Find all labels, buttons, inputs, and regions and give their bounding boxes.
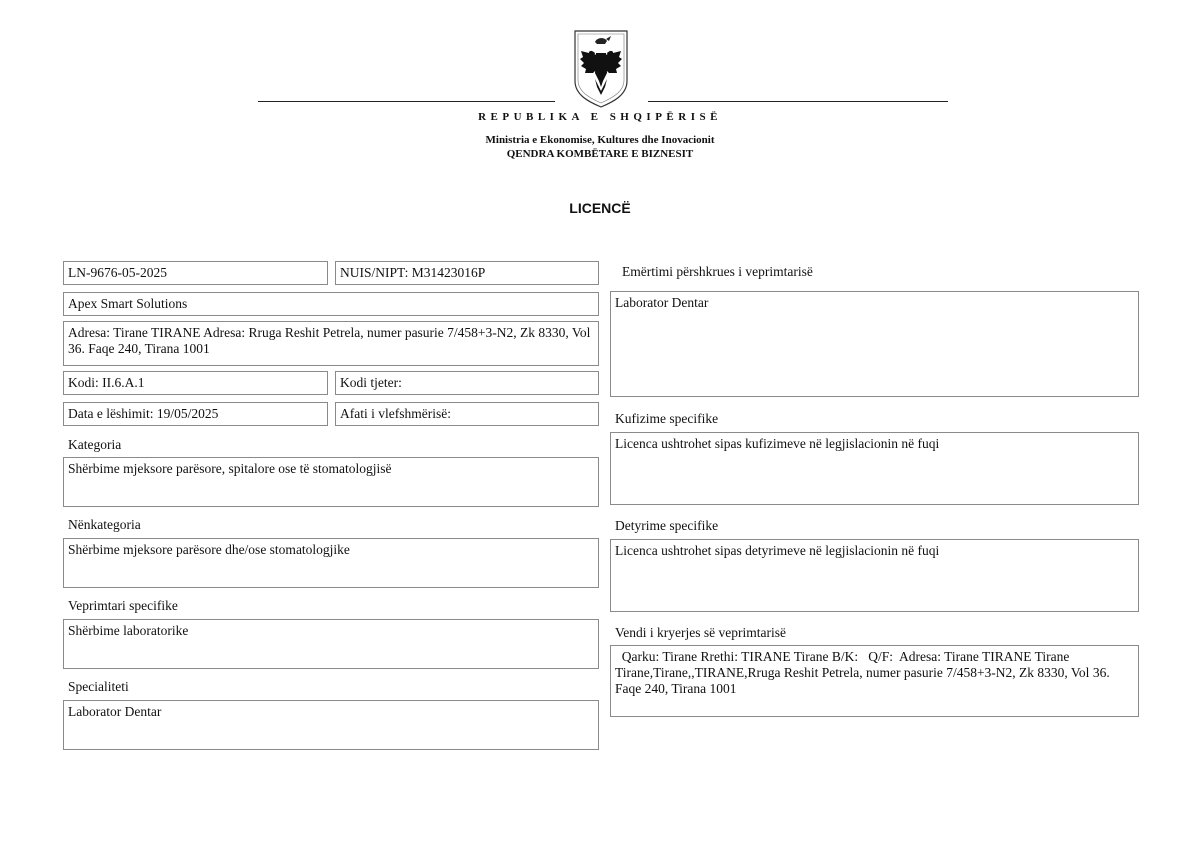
other-code-field: Kodi tjeter: bbox=[335, 371, 599, 395]
ministry-name: Ministria e Ekonomise, Kultures dhe Inovacionit bbox=[485, 134, 715, 146]
subcategory-label: Nënkategoria bbox=[68, 517, 141, 532]
company-name-field: Apex Smart Solutions bbox=[63, 292, 599, 316]
location-field: Qarku: Tirane Rrethi: TIRANE Tirane B/K: Q/F: Adresa: Tirane TIRANE Tirane Tirane,Tirane,,TIRANE,Rruga Reshit Petrela, numer pasurie 7/458+3-N2, Zk 8330, Vol 36. Faqe 240, Tirana 1001 bbox=[610, 645, 1139, 717]
location-label: Vendi i kryerjes së veprimtarisë bbox=[615, 625, 786, 640]
ministry-heading bbox=[0, 133, 1200, 161]
license-number-field: LN-9676-05-2025 bbox=[63, 261, 328, 285]
obligations-label: Detyrime specifike bbox=[615, 518, 719, 533]
nuis-field: NUIS/NIPT: M31423016P bbox=[335, 261, 599, 285]
republic-heading: REPUBLIKA E SHQIPËRISË bbox=[478, 111, 722, 123]
restrictions-label: Kufizime specifike bbox=[615, 411, 719, 426]
activity-label: Veprimtari specifike bbox=[68, 598, 178, 613]
category-label: Kategoria bbox=[68, 437, 122, 452]
issue-date-field: Data e lëshimit: 19/05/2025 bbox=[63, 402, 328, 426]
subcategory-field: Shërbime mjeksore parësore dhe/ose stomatologjike bbox=[63, 538, 599, 588]
validity-field: Afati i vlefshmërisë: bbox=[335, 402, 599, 426]
document-title: LICENCË bbox=[569, 200, 631, 216]
albanian-eagle-emblem-icon bbox=[573, 29, 629, 109]
header-rule-right bbox=[648, 101, 948, 102]
obligations-field: Licenca ushtrohet sipas detyrimeve në legjislacionin në fuqi bbox=[610, 539, 1139, 612]
specialty-label: Specialiteti bbox=[68, 679, 129, 694]
code-field: Kodi: II.6.A.1 bbox=[63, 371, 328, 395]
restrictions-field: Licenca ushtrohet sipas kufizimeve në legjislacionin në fuqi bbox=[610, 432, 1139, 505]
description-field: Laborator Dentar bbox=[610, 291, 1139, 397]
address-field: Adresa: Tirane TIRANE Adresa: Rruga Reshit Petrela, numer pasurie 7/458+3-N2, Zk 8330, Vol 36. Faqe 240, Tirana 1001 bbox=[63, 321, 599, 366]
category-field: Shërbime mjeksore parësore, spitalore ose të stomatologjisë bbox=[63, 457, 599, 507]
header-rule-left bbox=[258, 101, 555, 102]
activity-field: Shërbime laboratorike bbox=[63, 619, 599, 669]
business-center-name: QENDRA KOMBËTARE E BIZNESIT bbox=[506, 148, 694, 160]
specialty-field: Laborator Dentar bbox=[63, 700, 599, 750]
description-label: Emërtimi përshkrues i veprimtarisë bbox=[622, 264, 813, 279]
